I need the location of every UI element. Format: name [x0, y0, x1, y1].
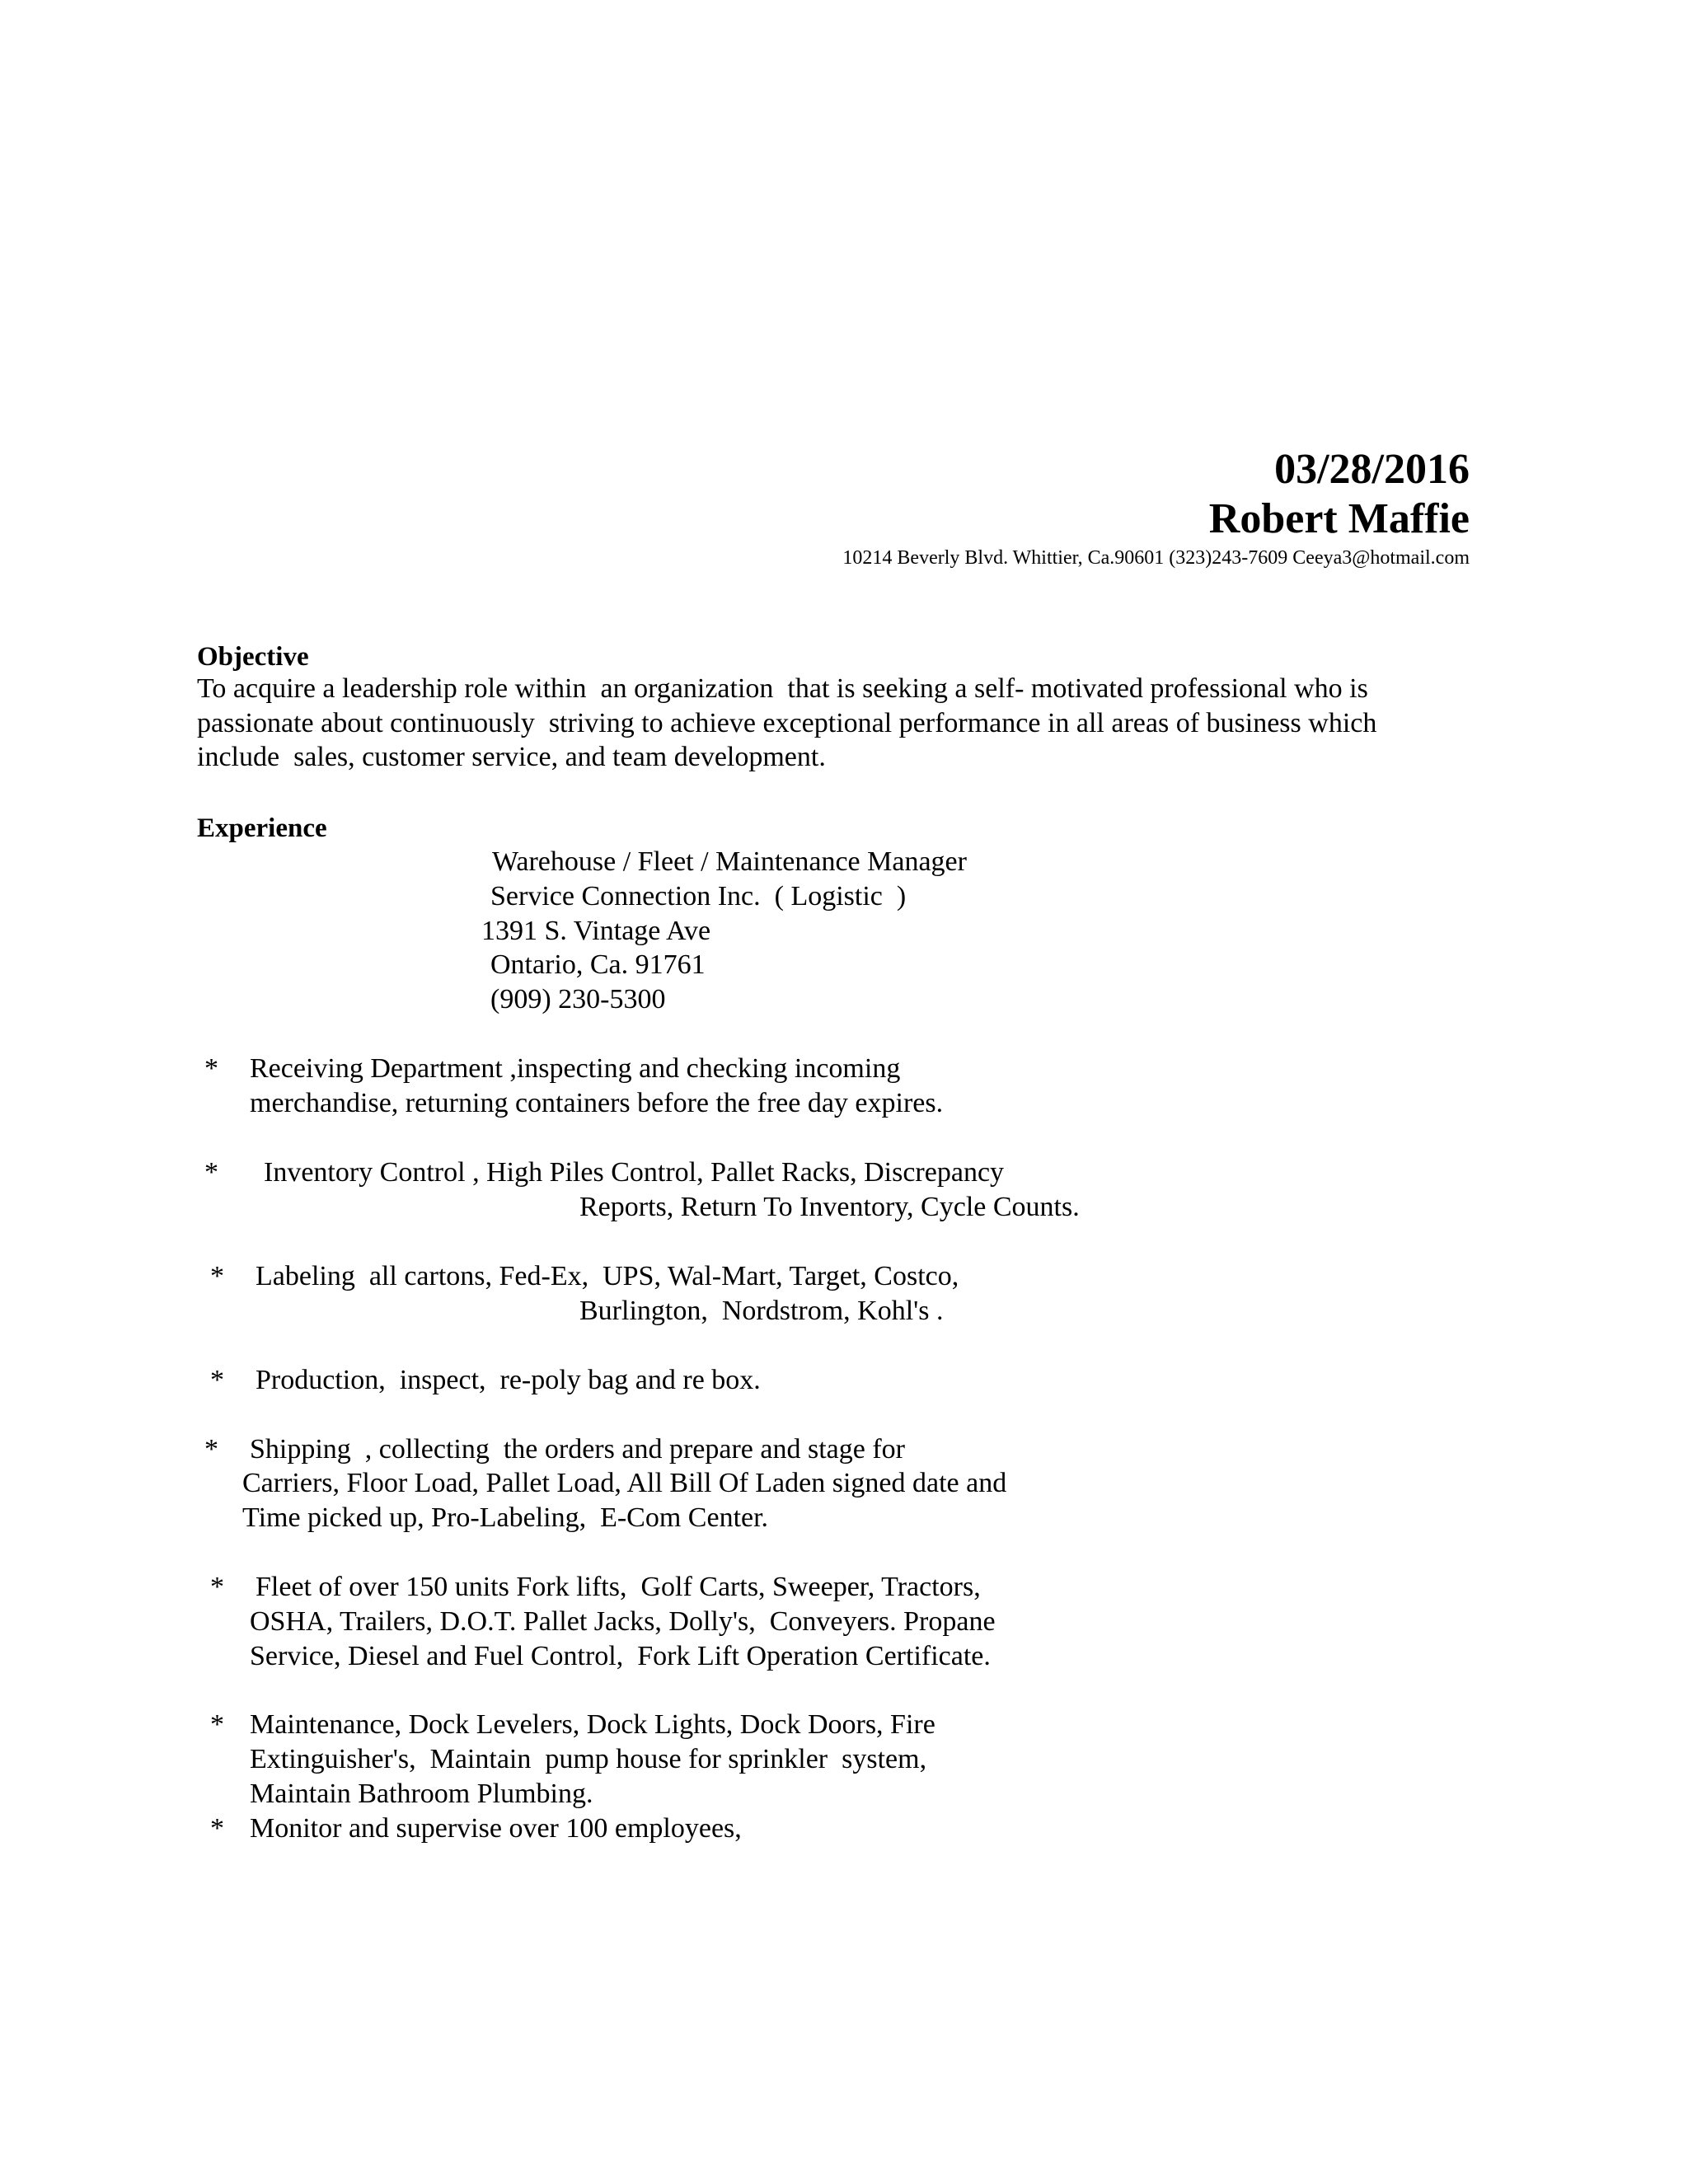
- bullet-marker: *: [204, 1434, 218, 1465]
- bullet-line: Extinguisher's, Maintain pump house for sprinkler system,: [250, 1744, 927, 1774]
- bullet-marker: *: [204, 1157, 218, 1188]
- job-company: Service Connection Inc. ( Logistic ): [490, 881, 907, 912]
- experience-heading: Experience: [197, 813, 327, 843]
- bullet-marker: *: [204, 1053, 218, 1084]
- bullet-marker: *: [210, 1261, 224, 1291]
- job-title: Warehouse / Fleet / Maintenance Manager: [492, 846, 967, 877]
- resume-date: 03/28/2016: [1274, 446, 1470, 493]
- job-city: Ontario, Ca. 91761: [490, 949, 706, 980]
- objective-heading: Objective: [197, 642, 309, 672]
- bullet-line: Burlington, Nordstrom, Kohl's .: [579, 1296, 944, 1326]
- objective-line: passionate about continuously striving to achieve exceptional performance in all areas of business which: [197, 707, 1377, 738]
- bullet-line: merchandise, returning containers before the free day expires.: [250, 1088, 944, 1118]
- bullet-line: Production, inspect, re-poly bag and re box.: [256, 1365, 761, 1395]
- bullet-line: Maintenance, Dock Levelers, Dock Lights, Dock Doors, Fire: [250, 1709, 935, 1740]
- bullet-marker: *: [210, 1709, 224, 1740]
- bullet-marker: *: [210, 1813, 224, 1844]
- job-phone: (909) 230-5300: [490, 984, 666, 1015]
- job-street: 1391 S. Vintage Ave: [481, 916, 711, 946]
- objective-text: [197, 672, 1499, 775]
- objective-line: include sales, customer service, and team development.: [197, 742, 826, 772]
- bullet-line: Monitor and supervise over 100 employees,: [250, 1813, 742, 1844]
- bullet-line: Reports, Return To Inventory, Cycle Counts.: [579, 1192, 1080, 1222]
- bullet-line: Service, Diesel and Fuel Control, Fork Lift Operation Certificate.: [250, 1641, 991, 1671]
- objective-line: To acquire a leadership role within an organization that is seeking a self- motivated professional who is: [197, 673, 1368, 704]
- bullet-line: Time picked up, Pro-Labeling, E-Com Center.: [242, 1502, 769, 1533]
- bullet-line: Maintain Bathroom Plumbing.: [250, 1779, 593, 1809]
- bullet-marker: *: [210, 1572, 224, 1602]
- bullet-line: Shipping , collecting the orders and prepare and stage for: [250, 1434, 905, 1465]
- bullet-line: Fleet of over 150 units Fork lifts, Golf Carts, Sweeper, Tractors,: [256, 1572, 981, 1602]
- bullet-line: Carriers, Floor Load, Pallet Load, All Bill Of Laden signed date and: [242, 1468, 1007, 1498]
- bullet-line: Inventory Control , High Piles Control, Pallet Racks, Discrepancy: [264, 1157, 1005, 1188]
- bullet-line: Labeling all cartons, Fed-Ex, UPS, Wal-Mart, Target, Costco,: [256, 1261, 959, 1291]
- bullet-line: Receiving Department ,inspecting and checking incoming: [250, 1053, 901, 1084]
- bullet-marker: *: [210, 1365, 224, 1395]
- bullet-line: OSHA, Trailers, D.O.T. Pallet Jacks, Dolly's, Conveyers. Propane: [250, 1606, 996, 1637]
- applicant-name: Robert Maffie: [1208, 495, 1470, 542]
- contact-info: 10214 Beverly Blvd. Whittier, Ca.90601 (323)243-7609 Ceeya3@hotmail.com: [842, 547, 1470, 569]
